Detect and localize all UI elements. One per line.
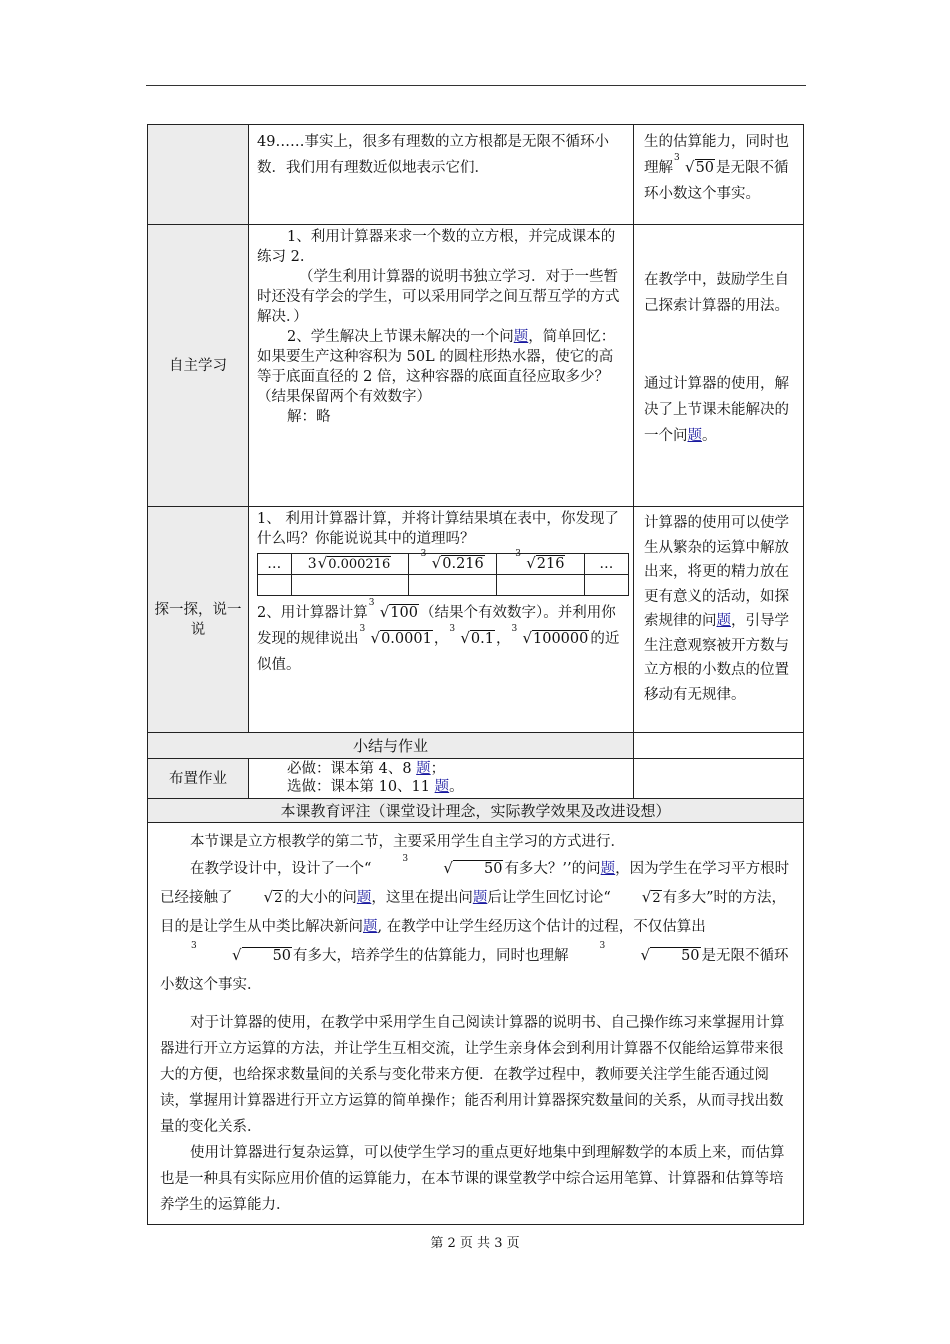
problem-link[interactable]: 题: [416, 761, 431, 777]
row-explore: [148, 507, 804, 733]
self-study-note-2: 通过计算器的使用，解决了上节课未能解决的一个问题。: [644, 376, 789, 444]
header-rule: [146, 85, 806, 86]
homework-optional: 选做：课本第 10、11 题。: [287, 779, 464, 795]
row1-right-cell: [634, 125, 804, 225]
self-study-p4: 解：略: [287, 409, 331, 425]
row-evaluation-body: [148, 823, 804, 1225]
row1-middle-cell: [249, 125, 634, 225]
evaluation-content: [148, 823, 804, 1225]
explore-q2: 2、用计算器计算 3 √100 （结果个有效数字）。并利用你发现的规律说出 3 √0.0001 ， 3 √0.1 ， 3 √100000 的近似值。: [257, 598, 620, 673]
table-header-1: 3√0.000216: [291, 554, 409, 575]
cube-root-50: 3 √50: [674, 153, 715, 176]
homework-empty-cell: [634, 759, 804, 799]
row1-right-text-a: 生的估算能力，同时也理解: [644, 134, 789, 176]
row1-right-text-b: 是无限不循环小数这个事实。: [644, 160, 789, 202]
self-study-content: [249, 225, 634, 507]
table-ellipsis-left: …: [258, 554, 292, 575]
table-cell: [291, 575, 409, 596]
table-cell: [584, 575, 628, 596]
explore-q1: 1、 利用计算器计算，并将计算结果填在表中，你发现了什么吗？你能说说其中的道理吗？: [257, 511, 619, 547]
problem-link[interactable]: 题: [363, 919, 378, 935]
table-header-2: 3 √0.216: [409, 554, 497, 575]
homework-label: 布置作业: [148, 759, 249, 799]
problem-link[interactable]: 题: [513, 329, 529, 345]
evaluation-p2: 在教学设计中，设计了一个“ 3 √ 50 有多大？’’的问题，因为学生在学习平方根时已经接触了 √2 的大小的问题，这里在提出问题后让学生回忆讨论“ √2 有多大”时的方法，目的是让学生从中类比解决新问题, 在教学中让学生经历这个估计的过程，不仅估算出 3 √ 50 有多大，培养学生的估算能力，同时也理解 3 √ 50 是无限不循环小数这个事实．: [160, 854, 790, 993]
evaluation-title: 本课教育评注（课堂设计理念，实际教学效果及改进设想）: [148, 799, 804, 823]
row-homework: [148, 759, 804, 799]
table-header-3: 3 √216: [497, 554, 585, 575]
explore-content: [249, 507, 634, 733]
problem-link[interactable]: 题: [472, 890, 488, 906]
homework-content: [249, 759, 634, 799]
row1-label-cell: [148, 125, 249, 225]
row-evaluation-header: [148, 799, 804, 823]
explore-note: 计算器的使用可以使学生从繁杂的运算中解放出来，将更的精力放在更有意义的活动，如探索规律的问题，引导学生注意观察被开方数与立方根的小数点的位置移动有无规律。: [634, 507, 804, 733]
row-summary-header: [148, 733, 804, 759]
table-cell: [409, 575, 497, 596]
summary-empty-cell: [634, 733, 804, 759]
table-cell: [258, 575, 292, 596]
table-ellipsis-right: …: [584, 554, 628, 575]
self-study-label: 自主学习: [148, 225, 249, 507]
problem-link[interactable]: 题: [716, 613, 731, 629]
self-study-p2: （学生利用计算器的说明书独立学习．对于一些暂时还没有学会的学生，可以采用同学之间互帮互学的方式解决．）: [257, 269, 620, 325]
evaluation-p1: 本节课是立方根教学的第二节，主要采用学生自主学习的方式进行．: [190, 834, 625, 850]
self-study-note-1: 在教学中，鼓励学生自己探索计算器的用法。: [644, 272, 789, 314]
problem-link[interactable]: 题: [600, 861, 616, 877]
evaluation-p4: 使用计算器进行复杂运算，可以使学生学习的重点更好地集中到理解数学的本质上来，而估算也是一种具有实际应用价值的运算能力，在本节课的课堂教学中综合运用笔算、计算器和估算等培养学生的运算能力．: [160, 1145, 785, 1213]
row-continuation: [148, 125, 804, 225]
self-study-note: [634, 225, 804, 507]
page-footer: 第 2 页 共 3 页: [430, 1236, 520, 1251]
table-cell: [497, 575, 585, 596]
evaluation-p3: 对于计算器的使用，在教学中采用学生自己阅读计算器的说明书、自己操作练习来掌握用计算器进行开立方运算的方法，并让学生互相交流，让学生亲身体会到利用计算器不仅能给运算带来很大的方便，也给探求数量间的关系与变化带来方便．在教学过程中，教师要关注学生能否通过阅读，掌握用计算器进行开立方运算的简单操作；能否利用计算器探究数量间的关系，从而寻找出数量的变化关系．: [160, 1015, 785, 1135]
self-study-p3: 2、学生解决上节课未解决的一个问题，简单回忆：如果要生产这种容积为 50L 的圆柱形热水器，使它的高等于底面直径的 2 倍，这种容器的底面直径应取多少？（结果保留两个有效数字）: [257, 329, 616, 405]
homework-required: 必做：课本第 4、8 题；: [287, 761, 446, 777]
problem-link[interactable]: 题: [434, 779, 450, 795]
lesson-plan-table: [147, 124, 804, 1225]
row-self-study: [148, 225, 804, 507]
summary-title: 小结与作业: [148, 733, 634, 759]
explore-label: 探一探，说一说: [148, 507, 249, 733]
problem-link[interactable]: 题: [356, 890, 372, 906]
self-study-p1: 1、利用计算器来求一个数的立方根，并完成课本的练习 2.: [257, 229, 616, 265]
cube-root-table: [257, 549, 629, 596]
row1-middle-text: 49……事实上，很多有理数的立方根都是无限不循环小数．我们用有理数近似地表示它们．: [257, 134, 609, 176]
problem-link[interactable]: 题: [687, 428, 702, 444]
